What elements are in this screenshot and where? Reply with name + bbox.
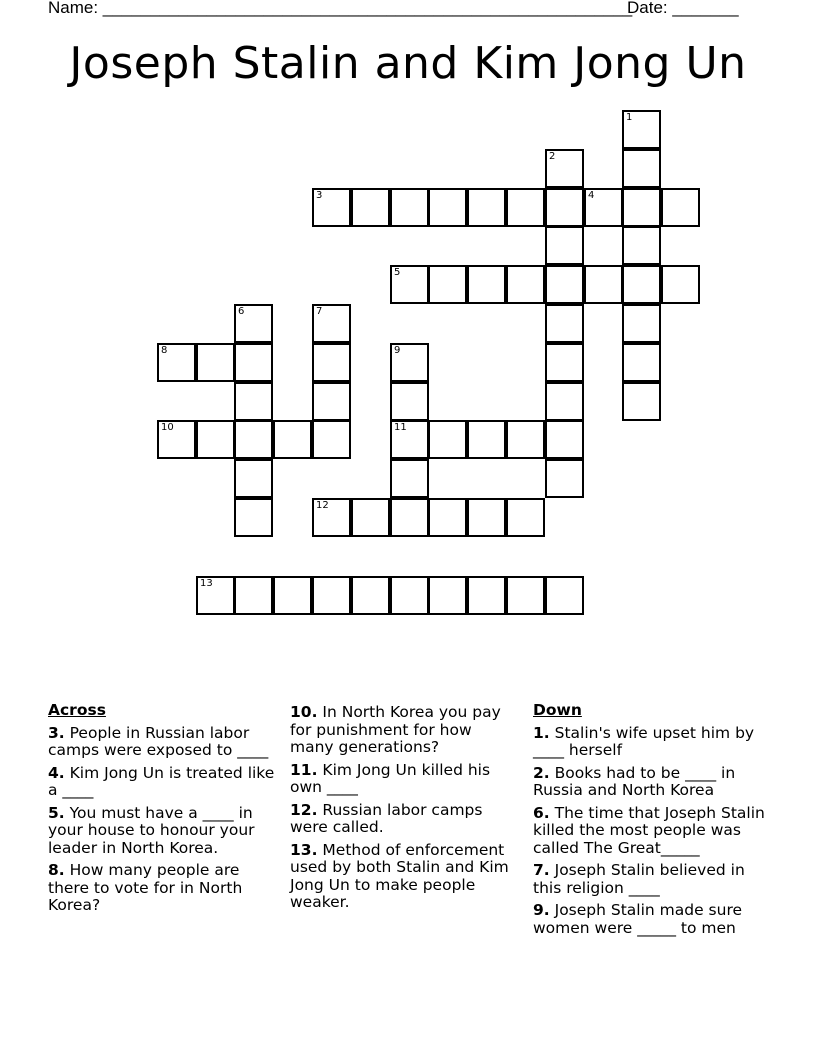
name-label: Name: ________________________________________________________ (48, 0, 633, 17)
clue-item (48, 725, 283, 760)
crossword-cell[interactable] (312, 188, 351, 227)
crossword-cell[interactable] (622, 188, 661, 227)
clue-text: Method of enforcement used by both Stalin and Kim Jong Un to make people weaker. (290, 840, 509, 911)
crossword-cell[interactable] (351, 188, 390, 227)
crossword-cell[interactable] (506, 576, 545, 615)
crossword-cell[interactable] (351, 576, 390, 615)
crossword-cell[interactable] (234, 459, 273, 498)
crossword-cell[interactable] (467, 420, 506, 459)
crossword-cell[interactable] (428, 498, 467, 537)
crossword-cell[interactable] (467, 576, 506, 615)
clue-item (533, 902, 768, 937)
crossword-cell[interactable] (312, 576, 351, 615)
crossword-cell[interactable] (234, 420, 273, 459)
crossword-cell[interactable] (545, 265, 584, 304)
crossword-cell[interactable] (312, 498, 351, 537)
crossword-cell[interactable] (428, 576, 467, 615)
crossword-cell[interactable] (506, 498, 545, 537)
cell-number: 8 (161, 345, 168, 356)
crossword-cell[interactable] (661, 188, 700, 227)
clue-text: Kim Jong Un is treated like a ____ (48, 763, 275, 799)
clue-item (290, 802, 518, 837)
clue-text: Russian labor camps were called. (290, 800, 483, 836)
date-label: Date: _______ (627, 0, 739, 17)
crossword-cell[interactable] (273, 576, 312, 615)
clue-text: People in Russian labor camps were exposed to ____ (48, 723, 269, 759)
crossword-cell[interactable] (390, 420, 429, 459)
across-clue-list (48, 725, 283, 915)
crossword-cell[interactable] (196, 420, 235, 459)
crossword-cell[interactable] (545, 576, 584, 615)
cell-number: 5 (394, 267, 401, 278)
cell-number: 11 (394, 422, 407, 433)
clue-item (48, 805, 283, 858)
cell-number: 3 (316, 190, 323, 201)
cell-number: 7 (316, 306, 323, 317)
cell-number: 4 (588, 190, 595, 201)
across-heading: Across (48, 701, 106, 719)
cell-number: 13 (200, 578, 213, 589)
clue-number: 12. (290, 800, 318, 819)
across-clue-list-continued (290, 704, 518, 912)
crossword-cell[interactable] (234, 382, 273, 421)
clue-item (533, 765, 768, 800)
crossword-cell[interactable] (234, 304, 273, 343)
clue-item (533, 725, 768, 760)
clue-text: Joseph Stalin believed in this religion ____ (533, 861, 745, 897)
clue-text: Stalin's wife upset him by ____ herself (533, 723, 755, 759)
clue-number: 1. (533, 723, 550, 742)
crossword-cell[interactable] (584, 265, 623, 304)
clue-item (290, 704, 518, 757)
clue-item (290, 762, 518, 797)
crossword-cell[interactable] (545, 459, 584, 498)
crossword-cell[interactable] (545, 304, 584, 343)
crossword-cell[interactable] (622, 226, 661, 265)
clue-number: 4. (48, 763, 65, 782)
crossword-cell[interactable] (390, 265, 429, 304)
clue-number: 11. (290, 760, 318, 779)
clue-number: 9. (533, 901, 550, 919)
crossword-cell[interactable] (545, 226, 584, 265)
clue-number: 6. (533, 803, 550, 822)
down-heading: Down (533, 701, 582, 719)
clue-item (533, 862, 768, 897)
page-title: Joseph Stalin and Kim Jong Un (69, 38, 747, 89)
down-clue-list (533, 725, 768, 938)
crossword-cell[interactable] (390, 343, 429, 382)
crossword-cell[interactable] (622, 265, 661, 304)
crossword-cell[interactable] (273, 420, 312, 459)
clue-text: Books had to be ____ in Russia and North Korea (533, 763, 736, 799)
crossword-cell[interactable] (428, 265, 467, 304)
clue-number: 5. (48, 803, 65, 822)
cell-number: 2 (549, 151, 556, 162)
crossword-cell[interactable] (312, 343, 351, 382)
crossword-cell[interactable] (622, 110, 661, 149)
clue-item (533, 805, 768, 858)
clues-down-column (533, 702, 768, 942)
clue-number: 3. (48, 723, 65, 742)
crossword-cell[interactable] (157, 343, 196, 382)
crossword-cell[interactable] (584, 188, 623, 227)
clues-across-column-1 (48, 702, 283, 920)
clue-item (48, 862, 283, 915)
clue-item (290, 842, 518, 912)
crossword-cell[interactable] (545, 149, 584, 188)
crossword-cell[interactable] (622, 382, 661, 421)
crossword-cell[interactable] (622, 149, 661, 188)
crossword-cell[interactable] (234, 576, 273, 615)
cell-number: 10 (161, 422, 174, 433)
crossword-cell[interactable] (506, 265, 545, 304)
cell-number: 6 (238, 306, 245, 317)
clue-item (48, 765, 283, 800)
crossword-cell[interactable] (467, 498, 506, 537)
crossword-cell[interactable] (622, 343, 661, 382)
clue-number: 8. (48, 861, 65, 879)
crossword-cell[interactable] (506, 188, 545, 227)
clue-text: How many people are there to vote for in North Korea? (48, 861, 243, 914)
clue-text: Joseph Stalin made sure women were _____ to men (533, 901, 743, 937)
crossword-cell[interactable] (390, 459, 429, 498)
crossword-cell[interactable] (234, 343, 273, 382)
clue-number: 13. (290, 840, 318, 859)
clue-text: In North Korea you pay for punishment for how many generations? (290, 703, 501, 756)
clues-across-column-2 (290, 704, 518, 917)
crossword-cell[interactable] (467, 188, 506, 227)
crossword-cell[interactable] (428, 420, 467, 459)
clue-number: 2. (533, 763, 550, 782)
crossword-cell[interactable] (390, 576, 429, 615)
cell-number: 1 (626, 112, 633, 123)
crossword-cell[interactable] (545, 420, 584, 459)
crossword-cell[interactable] (234, 498, 273, 537)
cell-number: 12 (316, 500, 329, 511)
crossword-cell[interactable] (622, 304, 661, 343)
crossword-cell[interactable] (545, 188, 584, 227)
crossword-cell[interactable] (157, 420, 196, 459)
clue-text: You must have a ____ in your house to honour your leader in North Korea. (48, 803, 255, 857)
clue-number: 7. (533, 861, 550, 879)
crossword-cell[interactable] (467, 265, 506, 304)
crossword-cell[interactable] (506, 420, 545, 459)
cell-number: 9 (394, 345, 401, 356)
crossword-cell[interactable] (545, 382, 584, 421)
crossword-cell[interactable] (312, 304, 351, 343)
crossword-cell[interactable] (428, 188, 467, 227)
crossword-cell[interactable] (196, 343, 235, 382)
clue-text: Kim Jong Un killed his own ____ (290, 760, 491, 796)
clue-number: 10. (290, 703, 318, 721)
crossword-cell[interactable] (312, 420, 351, 459)
crossword-cell[interactable] (545, 343, 584, 382)
crossword-cell[interactable] (390, 498, 429, 537)
crossword-cell[interactable] (196, 576, 235, 615)
crossword-cell[interactable] (351, 498, 390, 537)
crossword-cell[interactable] (312, 382, 351, 421)
crossword-cell[interactable] (390, 188, 429, 227)
crossword-cell[interactable] (661, 265, 700, 304)
clue-text: The time that Joseph Stalin killed the most people was called The Great_____ (533, 803, 765, 857)
crossword-cell[interactable] (390, 382, 429, 421)
